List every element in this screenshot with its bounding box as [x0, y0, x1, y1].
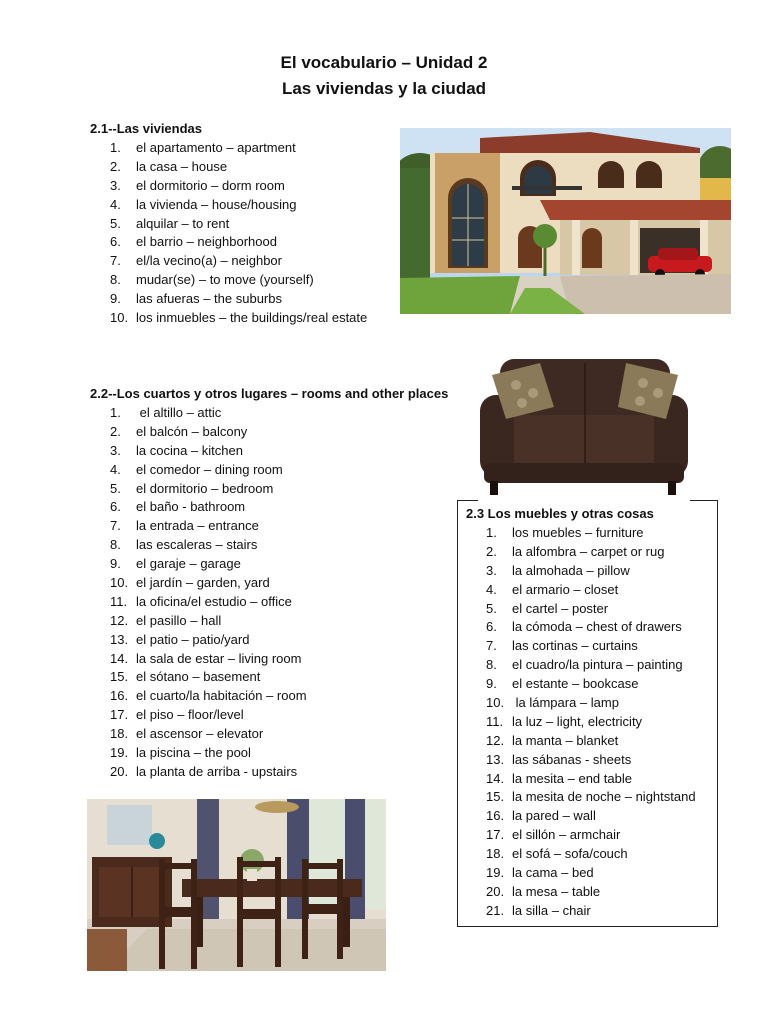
- vocab-item-number: 2.: [486, 543, 497, 559]
- section-heading-viviendas: 2.1--Las viviendas: [90, 121, 202, 136]
- vocab-item-text: las cortinas – curtains: [512, 638, 638, 654]
- vocab-item-number: 10.: [110, 575, 129, 591]
- dining-room-photo: [87, 799, 386, 971]
- vocab-item: [486, 675, 696, 694]
- vocab-item: [110, 461, 307, 480]
- vocab-item-number: 1.: [486, 525, 497, 540]
- vocab-item-text: las sábanas - sheets: [512, 751, 632, 767]
- vocab-item: [486, 543, 696, 562]
- vocab-item: [110, 139, 367, 158]
- vocab-list-cuartos: [110, 404, 307, 782]
- vocab-item: [110, 744, 307, 763]
- vocab-item: [110, 574, 307, 593]
- vocab-item: [486, 637, 696, 656]
- vocab-item: [486, 883, 696, 902]
- vocab-item-number: 13.: [110, 631, 129, 647]
- vocab-item-text: la cama – bed: [512, 865, 594, 881]
- vocab-item: [110, 687, 307, 706]
- vocab-item-number: 4.: [110, 196, 121, 212]
- vocab-item-number: 20.: [486, 883, 505, 899]
- vocab-item-number: 6.: [110, 499, 121, 515]
- vocab-item-number: 11.: [110, 593, 128, 609]
- vocab-item: [486, 788, 696, 807]
- vocab-item: [486, 694, 696, 713]
- vocab-item-text: el garaje – garage: [136, 556, 241, 572]
- vocab-item: [110, 536, 307, 555]
- vocab-item: [486, 713, 696, 732]
- vocab-item-number: 5.: [110, 215, 121, 231]
- vocab-item: [110, 612, 307, 631]
- vocab-item-text: la manta – blanket: [512, 732, 619, 748]
- vocab-item-text: el sótano – basement: [136, 669, 261, 685]
- vocab-item-text: la cómoda – chest of drawers: [512, 619, 682, 635]
- vocab-item: [110, 517, 307, 536]
- vocab-item-text: la oficina/el estudio – office: [136, 593, 292, 609]
- vocab-item-number: 15.: [486, 789, 505, 805]
- vocab-item-number: 5.: [486, 600, 497, 616]
- vocab-item-number: 5.: [110, 480, 121, 496]
- vocab-item: [110, 650, 307, 669]
- vocab-item-text: la entrada – entrance: [136, 518, 259, 534]
- vocab-item-number: 14.: [110, 650, 129, 666]
- vocab-item-number: 18.: [486, 846, 505, 862]
- vocab-item: [486, 864, 696, 883]
- vocab-item-text: la piscina – the pool: [136, 745, 251, 761]
- vocab-item-text: el altillo – attic: [136, 405, 222, 420]
- section-heading-cuartos: 2.2--Los cuartos y otros lugares – rooms and other places: [90, 386, 449, 401]
- vocab-item: [110, 233, 367, 252]
- vocab-item: [486, 770, 696, 789]
- vocab-item-text: el comedor – dining room: [136, 461, 283, 477]
- vocab-item-text: el cuadro/la pintura – painting: [512, 657, 683, 673]
- vocab-item-number: 7.: [110, 518, 121, 534]
- vocab-item-text: el sillón – armchair: [512, 827, 621, 843]
- vocab-item-number: 8.: [486, 657, 497, 673]
- vocab-item-number: 8.: [110, 537, 121, 553]
- vocab-item-text: el apartamento – apartment: [136, 140, 296, 155]
- vocab-item: [486, 751, 696, 770]
- vocab-item: [486, 656, 696, 675]
- vocab-item-text: el armario – closet: [512, 581, 619, 597]
- vocab-item-number: 16.: [486, 808, 505, 824]
- page-title: El vocabulario – Unidad 2: [280, 53, 488, 72]
- vocab-item: [486, 902, 696, 921]
- vocab-item-number: 16.: [110, 688, 129, 704]
- vocab-item-number: 9.: [110, 556, 121, 572]
- vocab-item: [110, 593, 307, 612]
- vocab-item-number: 20.: [110, 763, 129, 779]
- vocab-item-number: 4.: [486, 581, 497, 597]
- vocab-item-number: 2.: [110, 158, 121, 174]
- vocab-item: [110, 442, 307, 461]
- vocab-item-number: 1.: [110, 140, 121, 155]
- vocab-item-text: el dormitorio – dorm room: [136, 177, 285, 193]
- vocab-item: [110, 158, 367, 177]
- vocab-item-text: la sala de estar – living room: [136, 650, 302, 666]
- vocab-item: [110, 706, 307, 725]
- vocab-item-text: la casa – house: [136, 158, 228, 174]
- vocab-item: [486, 600, 696, 619]
- vocab-item: [110, 252, 367, 271]
- vocab-item-number: 3.: [110, 177, 121, 193]
- vocab-item-number: 6.: [486, 619, 497, 635]
- page-subtitle: Las viviendas y la ciudad: [281, 79, 487, 98]
- vocab-item-number: 10.: [486, 695, 505, 711]
- vocab-item: [110, 668, 307, 687]
- vocab-item-number: 9.: [110, 291, 121, 307]
- vocab-item: [110, 177, 367, 196]
- vocab-item: [486, 562, 696, 581]
- vocab-item-number: 12.: [486, 732, 505, 748]
- vocab-item-text: la alfombra – carpet or rug: [512, 543, 665, 559]
- vocab-item-number: 21.: [486, 902, 505, 918]
- vocab-item-number: 11.: [486, 713, 504, 729]
- vocab-item-text: la luz – light, electricity: [512, 713, 643, 729]
- vocab-item-text: la mesa – table: [512, 883, 601, 899]
- vocab-item-text: la mesita de noche – nightstand: [512, 789, 696, 805]
- vocab-item-text: los muebles – furniture: [512, 525, 644, 540]
- vocab-item-text: el baño - bathroom: [136, 499, 246, 515]
- vocab-item: [110, 309, 367, 328]
- vocab-item-text: el/la vecino(a) – neighbor: [136, 253, 282, 269]
- vocab-item: [486, 618, 696, 637]
- vocab-item-number: 19.: [110, 745, 129, 761]
- vocab-item: [110, 215, 367, 234]
- vocab-item-text: el pasillo – hall: [136, 612, 222, 628]
- vocab-item-text: el cartel – poster: [512, 600, 609, 616]
- vocab-item: [110, 480, 307, 499]
- vocab-item-text: las afueras – the suburbs: [136, 291, 282, 307]
- vocab-item-text: el balcón – balcony: [136, 423, 248, 439]
- vocab-item-text: el ascensor – elevator: [136, 726, 264, 742]
- vocab-item-text: el barrio – neighborhood: [136, 234, 277, 250]
- vocab-item-number: 7.: [486, 638, 497, 654]
- vocab-item: [110, 271, 367, 290]
- vocab-item: [486, 807, 696, 826]
- vocab-item-text: la almohada – pillow: [512, 562, 630, 578]
- vocab-item: [110, 404, 307, 423]
- vocab-item: [110, 498, 307, 517]
- house-photo: [400, 128, 731, 314]
- vocab-item-number: 8.: [110, 272, 121, 288]
- vocab-item-text: el piso – floor/level: [136, 707, 244, 723]
- vocab-item-number: 17.: [486, 827, 505, 843]
- vocab-item: [486, 524, 696, 543]
- section-heading-muebles: 2.3 Los muebles y otras cosas: [466, 506, 654, 521]
- vocab-item-number: 9.: [486, 676, 497, 692]
- vocab-item: [110, 196, 367, 215]
- vocab-item: [486, 826, 696, 845]
- vocab-item-text: alquilar – to rent: [136, 215, 230, 231]
- vocab-item: [110, 763, 307, 782]
- sofa-photo: [478, 355, 690, 501]
- vocab-item-number: 12.: [110, 612, 129, 628]
- vocab-item-number: 7.: [110, 253, 121, 269]
- vocab-item-number: 19.: [486, 865, 505, 881]
- vocab-item-number: 10.: [110, 310, 129, 326]
- vocab-item: [486, 845, 696, 864]
- vocab-item: [486, 581, 696, 600]
- vocab-list-muebles: [486, 524, 696, 921]
- vocab-item: [110, 725, 307, 744]
- vocab-item-text: el patio – patio/yard: [136, 631, 250, 647]
- vocab-list-viviendas: [110, 139, 367, 328]
- vocab-item: [110, 290, 367, 309]
- vocab-item-text: el cuarto/la habitación – room: [136, 688, 307, 704]
- vocab-item-number: 6.: [110, 234, 121, 250]
- vocab-item-number: 3.: [110, 442, 121, 458]
- vocab-item-text: el sofá – sofa/couch: [512, 846, 628, 862]
- vocab-item-number: 18.: [110, 726, 129, 742]
- vocab-item-number: 1.: [110, 405, 121, 420]
- vocab-item: [486, 732, 696, 751]
- vocab-item-text: los inmuebles – the buildings/real estate: [136, 310, 368, 326]
- vocab-item-text: la pared – wall: [512, 808, 596, 824]
- vocab-item-text: la planta de arriba - upstairs: [136, 763, 298, 779]
- vocab-item-text: la silla – chair: [512, 902, 591, 918]
- vocab-item: [110, 631, 307, 650]
- vocab-item-text: las escaleras – stairs: [136, 537, 258, 553]
- vocab-item-text: el estante – bookcase: [512, 676, 639, 692]
- vocab-item-text: mudar(se) – to move (yourself): [136, 272, 314, 288]
- vocab-item-text: la cocina – kitchen: [136, 442, 243, 458]
- vocab-item-text: el dormitorio – bedroom: [136, 480, 274, 496]
- vocab-item-text: la mesita – end table: [512, 770, 632, 786]
- vocab-item-text: la lámpara – lamp: [512, 695, 619, 711]
- vocab-item: [110, 555, 307, 574]
- vocab-item-text: la vivienda – house/housing: [136, 196, 297, 212]
- vocab-item-number: 17.: [110, 707, 129, 723]
- vocab-item-number: 15.: [110, 669, 129, 685]
- vocab-item-number: 3.: [486, 562, 497, 578]
- vocab-item-text: el jardín – garden, yard: [136, 575, 270, 591]
- vocab-item-number: 4.: [110, 461, 121, 477]
- vocab-item-number: 14.: [486, 770, 505, 786]
- vocab-item-number: 13.: [486, 751, 505, 767]
- vocab-item: [110, 423, 307, 442]
- vocab-item-number: 2.: [110, 423, 121, 439]
